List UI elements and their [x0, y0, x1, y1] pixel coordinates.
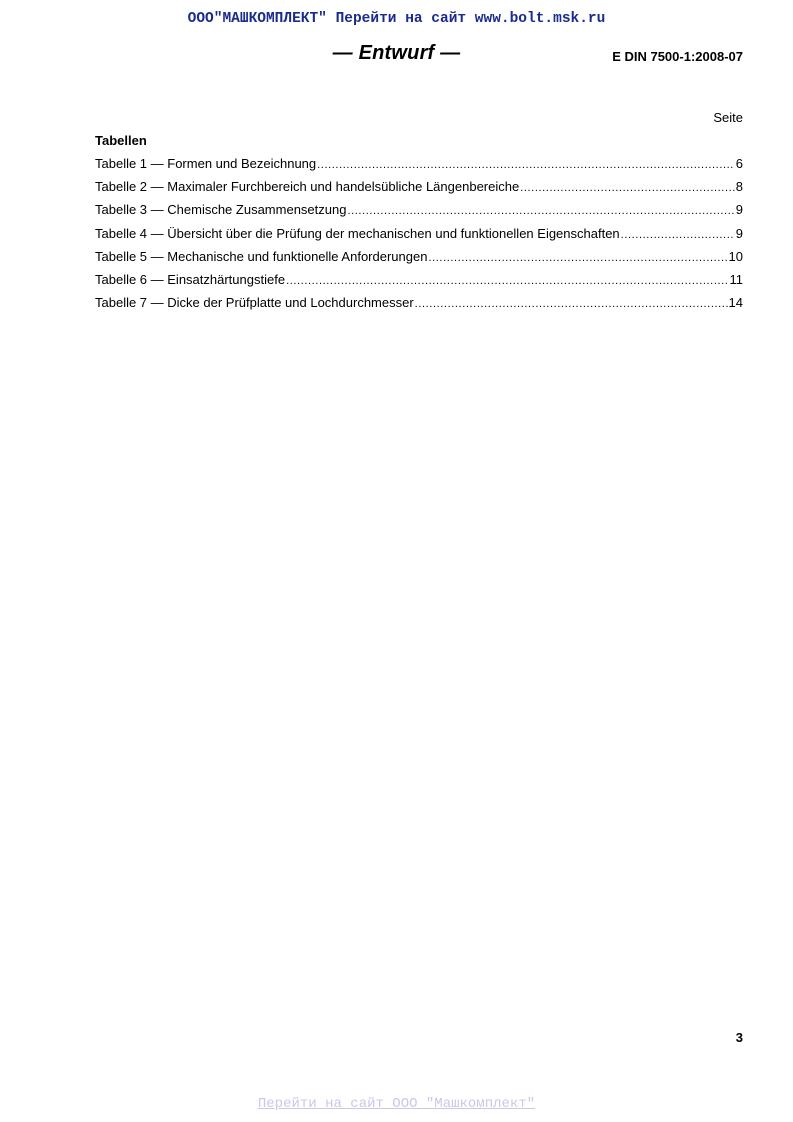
toc-entry-title: Tabelle 1 — Formen und Bezeichnung: [95, 156, 317, 171]
toc-entry-page: 8: [735, 179, 743, 195]
toc-entry-tabelle-2[interactable]: [95, 179, 743, 202]
toc-entry-title: Tabelle 2 — Maximaler Furchbereich und handelsübliche Längenbereiche: [95, 179, 520, 195]
toc-entry-tabelle-4[interactable]: [95, 226, 743, 249]
toc-entry-title: Tabelle 6 — Einsatzhärtungstiefe: [95, 271, 286, 287]
dot-leader: [621, 229, 735, 241]
toc-entry-page: 9: [735, 202, 743, 218]
dot-leader: [428, 252, 727, 264]
toc-entry-tabelle-3[interactable]: [95, 202, 743, 225]
toc-entry-tabelle-6[interactable]: [95, 272, 743, 295]
site-banner-link[interactable]: ООО"МАШКОМПЛЕКТ" Перейти на сайт www.bolt.msk.ru: [187, 11, 606, 27]
toc-entry-page: 14: [728, 295, 743, 311]
toc-entry-tabelle-7[interactable]: [95, 295, 743, 318]
document-number: E DIN 7500-1:2008-07: [612, 49, 743, 64]
toc-entry-page: 9: [735, 225, 743, 241]
toc-entry-tabelle-1[interactable]: [95, 156, 743, 179]
toc-entry-page: 6: [735, 156, 743, 171]
toc-entry-title: Tabelle 7 — Dicke der Prüfplatte und Lochdurchmesser: [95, 295, 414, 311]
page-number: 3: [735, 1030, 743, 1045]
table-of-contents: [95, 156, 743, 318]
toc-entry-tabelle-5[interactable]: [95, 249, 743, 272]
dot-leader: [347, 205, 734, 217]
toc-entry-title: Tabelle 3 — Chemische Zusammensetzung: [95, 202, 347, 218]
dot-leader: [286, 275, 728, 287]
toc-entry-title: Tabelle 5 — Mechanische und funktionelle Anforderungen: [95, 248, 428, 264]
footer-site-link[interactable]: Перейти на сайт ООО "Машкомплект": [257, 1096, 536, 1112]
page-column-label: Seite: [713, 110, 743, 125]
dot-leader: [317, 159, 735, 171]
tables-heading: Tabellen: [95, 133, 147, 148]
dot-leader: [520, 182, 735, 194]
draft-label: — Entwurf —: [332, 42, 461, 64]
toc-entry-title: Tabelle 4 — Übersicht über die Prüfung der mechanischen und funktionellen Eigenschaften: [95, 225, 620, 241]
toc-entry-page: 10: [728, 248, 743, 264]
toc-entry-page: 11: [729, 271, 743, 287]
dot-leader: [415, 298, 728, 310]
